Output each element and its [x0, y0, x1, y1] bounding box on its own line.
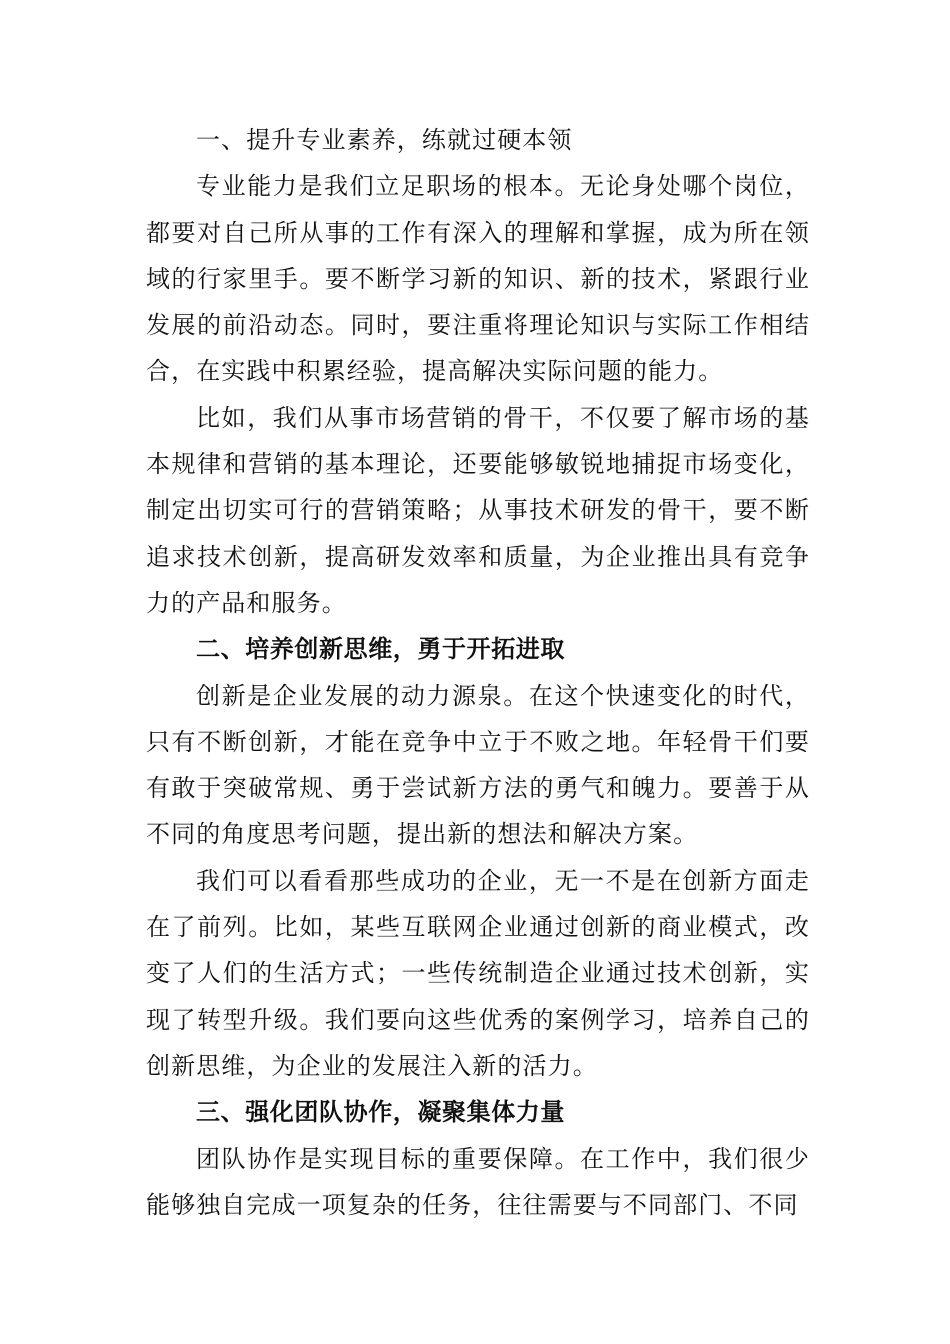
paragraph: 团队协作是实现目标的重要保障。在工作中，我们很少能够独自完成一项复杂的任务，往往需要与不同部门、不同 [146, 1144, 810, 1219]
section-heading-2: 二、培养创新思维，勇于开拓进取 [196, 635, 565, 664]
paragraph: 比如，我们从事市场营销的骨干，不仅要了解市场的基本规律和营销的基本理论，还要能够敏锐地捕捉市场变化，制定出切实可行的营销策略；从事技术研发的骨干，要不断追求技术创新，提高研发效率和质量，为企业推出具有竞争力的产品和服务。 [146, 403, 810, 617]
section-heading-1: 一、提升专业素养，练就过硬本领 [196, 126, 573, 154]
section-heading-3: 三、强化团队协作，凝聚集体力量 [196, 1098, 565, 1127]
paragraph: 专业能力是我们立足职场的根本。无论身处哪个岗位，都要对自己所从事的工作有深入的理解和掌握，成为所在领域的行家里手。要不断学习新的知识、新的技术，紧跟行业发展的前沿动态。同时，要注重将理论知识与实际工作相结合，在实践中积累经验，提高解决实际问题的能力。 [146, 172, 810, 386]
paragraph: 我们可以看看那些成功的企业，无一不是在创新方面走在了前列。比如，某些互联网企业通过创新的商业模式，改变了人们的生活方式；一些传统制造企业通过技术创新，实现了转型升级。我们要向这些优秀的案例学习，培养自己的创新思维，为企业的发展注入新的活力。 [146, 866, 810, 1080]
document-body [146, 117, 810, 1228]
paragraph: 创新是企业发展的动力源泉。在这个快速变化的时代，只有不断创新，才能在竞争中立于不败之地。年轻骨干们要有敢于突破常规、勇于尝试新方法的勇气和魄力。要善于从不同的角度思考问题，提出新的想法和解决方案。 [146, 681, 810, 849]
